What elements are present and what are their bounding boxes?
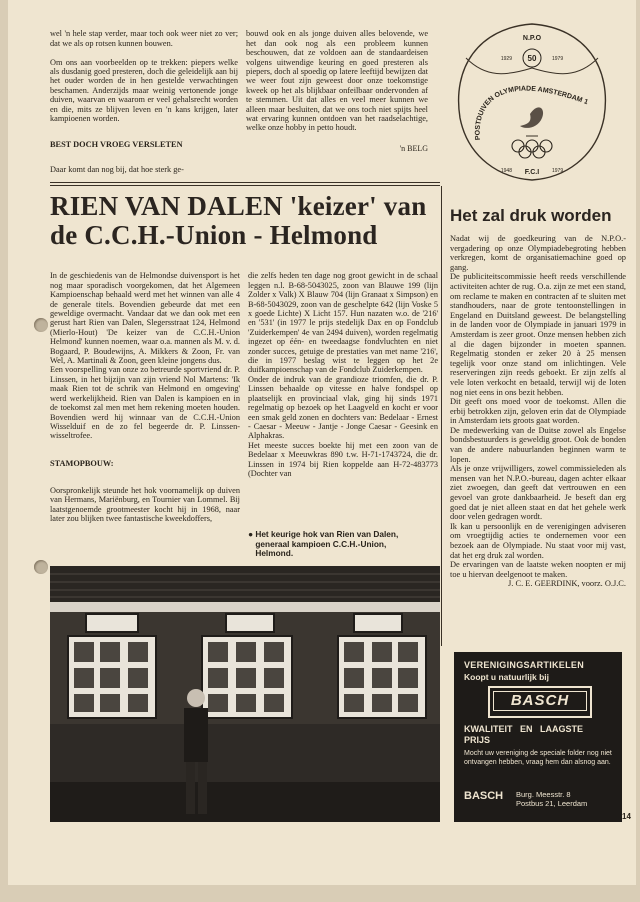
side-heading: Het zal druk worden xyxy=(450,206,612,225)
paragraph: wel 'n hele stap verder, maar toch ook weer niet zo ver; dat we als op rotsen kunnen bouwen. xyxy=(50,29,238,48)
side-article xyxy=(450,206,626,589)
olympiade-logo xyxy=(446,18,618,186)
side-signature: J. C. E. GEERDINK, voorz. O.J.C. xyxy=(508,579,626,589)
ad-body: Mocht uw vereniging de speciale folder nog niet ontvangen hebben, vraag hem dan alsnog aan. xyxy=(464,750,612,766)
pigeon-flame-icon xyxy=(520,107,543,128)
paragraph: die zelfs heden ten dage nog groot gewicht in de schaal leggen n.l. B-68-5043025, zoon van Blauwe 199 (lijn Zolder x Valk) X Blauw 704 (lijn Granaat x Simpson) en B-68-5043029, zoon van de geschelpte 642 (lijn Voske 5 x goede Lichte) X Licht 157. Hun nazaten w.o. de '216' en '531' (in 1977 le prijs stedelijk Dax en op Fondclub 'Zuiderkempen' 4e van 2494 duiven), worden regelmatig ingezet op één- en tweedaagse fondvluchten en niet zonder succes, getuige de prestaties van met name '216', die in 1977 beslag wist te leggen op het 2e duifkampioenschap van de Fondclub Zuiderkempen. Onder de indruk van de grandioze triomfen, die dr. P. Linssen behaalde op vitesse en halve fondspel op plaatselijk en provinciaal vlak, ging hij sinds 1971 regelmatig op bezoek op het Laagveld en kocht er voor een smak geld zonen en dochters van: Bedelaar - Ernest - Caesar - Meeuw - Jantje - Jonge Caesar - Geesink en Alphakras. Het meeste succes boekte hij met een zoon van de Bedelaar x Meeuwkras 890 t.w. H-71-1743724, die dr. Linssen in 1974 bij Rien koppelde aan H-72-483773 (Dochter van xyxy=(248,271,438,478)
paragraph: bouwd ook en als jonge duiven alles belovende, we het dan ook nog als een probleem kunnen beschouwen, dat ze voldoen aan de standaardeisen volgens uitwendige keuring en goed presteren als piepers, doch al spoedig op latere leeftijd bewijzen dat we weer fout zijn geweest door onze toekomstige kweek op het als blijkbaar onfeilbaar ondervonden af te stemmen. Uit dat alles en veel meer kunnen we alleen maar besluiten, dat we ons toch niet spijts heel wat ervaring kunnen ontdoen van het raadselachtige, welke onze hobby in petto houdt. xyxy=(246,29,428,133)
divider xyxy=(50,185,440,186)
logo-npo-text: N.P.O xyxy=(522,35,542,42)
olympic-rings-icon xyxy=(512,140,552,158)
article-column-2 xyxy=(248,262,438,488)
top-column-2 xyxy=(246,20,428,163)
paragraph: In de geschiedenis van de Helmondse duivensport is het nog maar sporadisch voorgekomen, dat het Algemeen Kampioenschap behaald werd met het winnen van alle 4 de generale titels. Bovendien gebeurde dat met een geweldige overmacht. Vandaar dat we dan ook met een gerust hart Rien van Dalen, Slegersstraat 124, Helmond (Mierlo-Hout) 'De keizer van de C.C.H.-Union Helmond' kunnen noemen, waar o.a. mannen als M. v. d. Bogaard, P. Boudewijns, A. Mikkers & Zoon, Fr. van Wel, A. Martinali & Zoon, geen kleine jongens dus. Een voorspelling van onze zo betreurde sportvriend dr. P. Linssen, in het bijzijn van zijn vriend Nol Martens: 'Ik maak Rien tot de schrik van Helmond en omgeving' werd werkelijkheid. Rien van Dalen is kampioen en in de toekomst zal men met hem rekening moeten houden. Bovendien werd hij winnaar van de C.C.H.-Union Wisselduif en de zo fel begeerde dr. P. Linssen-wisseltrofee. xyxy=(50,271,240,441)
ad-subtitle: Koopt u natuurlijk bij xyxy=(464,672,549,682)
headline-line: RIEN VAN DALEN 'keizer' van xyxy=(50,191,427,221)
divider xyxy=(50,182,440,183)
column-divider xyxy=(441,186,442,646)
logo-year-text: 1979 xyxy=(552,56,564,62)
page-number: 14 xyxy=(622,812,631,821)
article-column-1 xyxy=(50,262,240,533)
headline-line: de C.C.H.-Union - Helmond xyxy=(50,220,378,250)
section-heading: BEST DOCH VROEG VERSLETEN xyxy=(50,139,183,149)
logo-year-text: 1929 xyxy=(500,56,512,62)
ad-address: Burg. Meesstr. 8 Postbus 21, Leerdam xyxy=(516,790,588,808)
paragraph: Om ons aan voorbeelden op te trekken: piepers welke als dusdanig goed presteren, doch die geleidelijk aan bij het ouder worden de in hen gestelde verwachtingen beschamen. Anderzijds maar weinig vertonende jonge duiven, waarvan en waarom er veel gehalsrecht worden en die, mits ze blijven leven en 'n kans krijgen, later kampioenen worden. xyxy=(50,57,238,124)
logo-year-text: 1979 xyxy=(552,168,564,174)
logo-fci-text: F.C.I xyxy=(524,169,540,176)
side-body: Nadat wij de goedkeuring van de N.P.O.-vergadering op onze Olympiadebegroting hebben verkregen, komt de organisatiemachine goed op gang. De publiciteitscommissie heeft reeds verschillende activiteiten achter de rug. O.a. zijn ze met een stand, om reclame te maken en contracten af te sluiten met standhouders, naar de grote tentoonstellingen in Engeland en Duitsland geweest. De belangstelling in de landen voor de Olympiade in januari 1979 in Amsterdam is zeer groot. Onze mensen hebben zich al die dagen bijzonder in moeten spannen. Regelmatig stonden er zeker 20 à 25 mensen tegelijk voor onze stand om inlichtingen. Vele reserveringen zijn reeds geboekt. Er zijn zelfs al vele loten verkocht en betaald, terwijl wij de loten nog niet eens in ons bezit hebben. Dit geeft ons moed voor de toekomst. Allen die erbij betrokken zijn, geloven erin dat de Olympiade in Amsterdam iets groots gaat worden. De medewerking van de Duitse zowel als Engelse bondsbestuurders is geweldig groot. Ook de bonden van de andere nabuurlanden beginnen warm te lopen. Als je onze vrijwilligers, zowel commissieleden als mensen van het N.P.O.-bureau, dagen achter elkaar ziet zwoegen, dan geeft dat vertrouwen en een gevoel van grote dankbaarheid. Je beseft dan erg goed dat je niet alleen staat en dat het gehele werk door velen gedragen wordt. Ik kan u persoonlijk en de verenigingen adviseren om vroegtijdig acties te ondernemen voor een bezoek aan de Olympiade. Nu staat voor mij vast, dat het erg druk zal worden. De ervaringen van de laatste weken noopten er mij toe u hiervan deelgenoot te maken. xyxy=(450,234,626,579)
top-column-1 xyxy=(50,20,238,184)
ad-slogan: PRIJS xyxy=(464,735,491,745)
basch-advertisement xyxy=(454,652,622,822)
paragraph: Daar komt dan nog bij, dat hoe sterk ge- xyxy=(50,164,184,174)
ad-company: BASCH xyxy=(464,790,504,802)
pigeon-loft-photo xyxy=(50,566,440,822)
magazine-page xyxy=(8,0,636,885)
paragraph: Oorspronkelijk steunde het hok voornamelijk op duiven van Hermans, Mariënburg, en Tournier van Lommel. Bij laatstgenoemde grootmeester kocht hij in 1968, naar later zou blijken twee fantastische kweekdoffers, xyxy=(50,485,240,524)
ad-title: VERENIGINGSARTIKELEN xyxy=(464,660,585,670)
bullet-icon: ● xyxy=(248,529,254,539)
logo-year-text: 1948 xyxy=(500,168,512,174)
ad-slogan: KWALITEIT EN LAAGSTE xyxy=(464,724,583,734)
author-signature: 'n BELG xyxy=(399,144,428,154)
binder-hole xyxy=(34,560,48,574)
headline xyxy=(50,192,440,250)
binder-hole xyxy=(34,318,48,332)
photo-caption: ● Het keurige hok van Rien van Dalen, generaal kampioen C.C.H.-Union, Helmond. xyxy=(248,529,399,559)
logo-50-text: 50 xyxy=(527,54,537,63)
basch-logo: BASCH xyxy=(488,686,592,718)
logo-arc-text: POSTDUIVEN OLYMPIADE AMSTERDAM 1 xyxy=(474,85,589,141)
section-heading: STAMOPBOUW: xyxy=(50,459,114,469)
